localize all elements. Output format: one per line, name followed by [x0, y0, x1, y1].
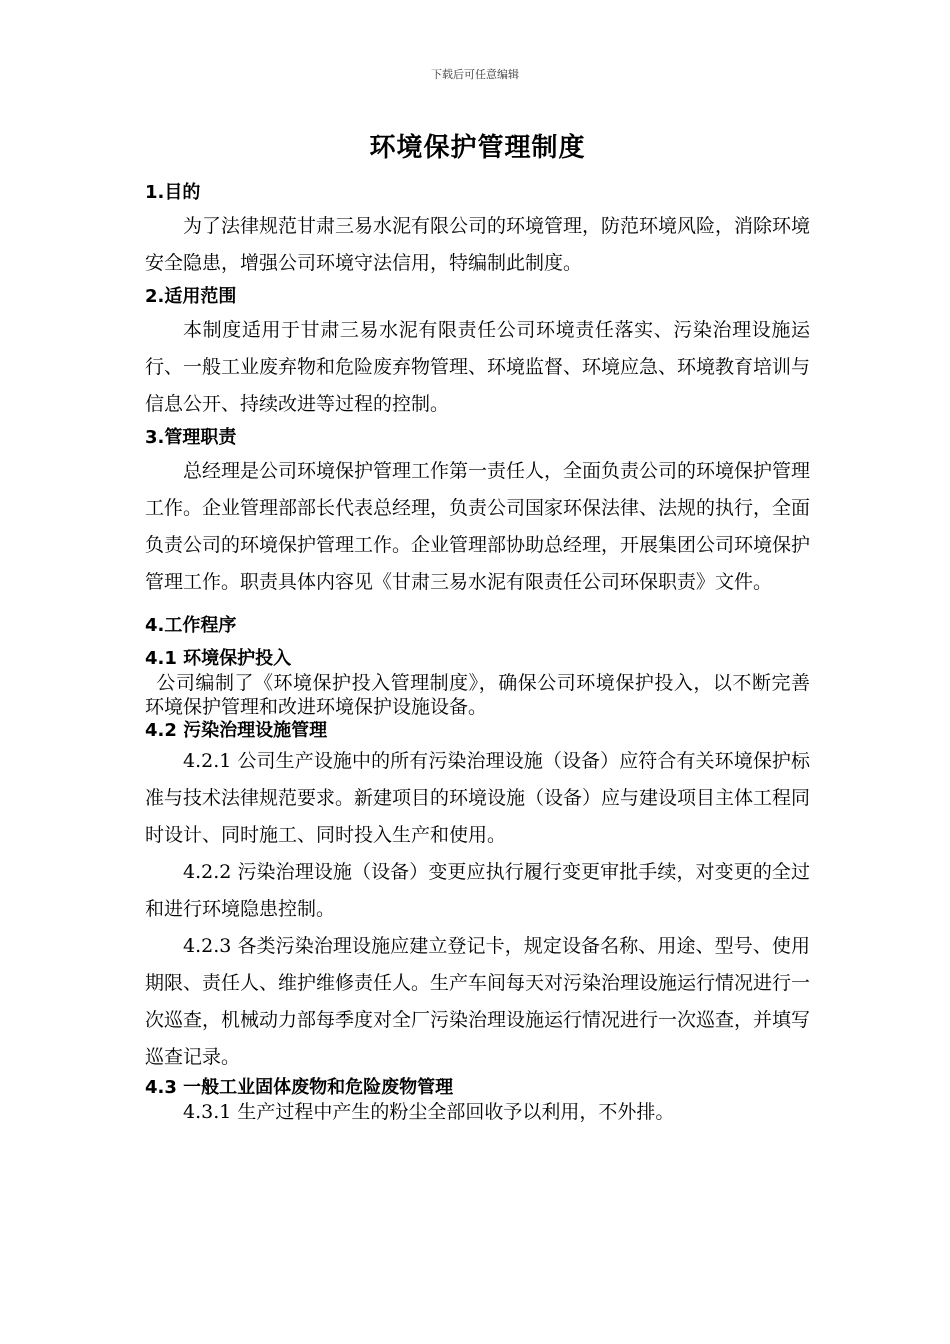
subsection-heading-4-3: 4.3 一般工业固体废物和危险废物管理: [145, 1077, 454, 1098]
clause-4-2-1: 4.2.1 公司生产设施中的所有污染治理设施（设备）应符合有关环境保护标准与技术法律规范要求。新建项目的环境设施（设备）应与建设项目主体工程同时设计、同时施工、同时投入生产和使用。: [145, 750, 811, 846]
clause-4-2-2: 4.2.2 污染治理设施（设备）变更应执行履行变更审批手续，对变更的全过和进行环境隐患控制。: [145, 861, 810, 920]
clause-4-3-1: 4.3.1 生产过程中产生的粉尘全部回收予以利用，不外排。: [183, 1101, 675, 1123]
section-heading-scope: 2.适用范围: [145, 286, 237, 307]
clause-4-2-3: 4.2.3 各类污染治理设施应建立登记卡，规定设备名称、用途、型号、使用期限、责任人、维护维修责任人。生产车间每天对污染治理设施运行情况进行一次巡查，机械动力部每季度对全厂污染治理设施运行情况进行一次巡查，并填写巡查记录。: [145, 935, 811, 1068]
section-heading-responsibilities: 3.管理职责: [145, 427, 237, 448]
section-paragraph-responsibilities: 总经理是公司环境保护管理工作第一责任人，全面负责公司的环境保护管理工作。企业管理部部长代表总经理，负责公司国家环保法律、法规的执行，全面负责公司的环境保护管理工作。企业管理部协助总经理，开展集团公司环境保护管理工作。职责具体内容见《甘肃三易水泥有限责任公司环保职责》文件。: [145, 460, 811, 593]
section-heading-purpose: 1.目的: [145, 182, 201, 203]
section-paragraph-purpose: 为了法律规范甘肃三易水泥有限公司的环境管理，防范环境风险，消除环境安全隐患，增强公司环境守法信用，特编制此制度。: [145, 215, 811, 274]
document-title: 环境保护管理制度: [369, 133, 586, 163]
subsection-heading-4-1: 4.1 环境保护投入: [145, 648, 292, 669]
section-heading-procedures: 4.工作程序: [145, 615, 237, 636]
subsection-paragraph-4-1: 公司编制了《环境保护投入管理制度》，确保公司环境保护投入，以不断完善环境保护管理和改进环境保护设施设备。: [145, 672, 810, 718]
document-body: [145, 128, 810, 1124]
subsection-heading-4-2: 4.2 污染治理设施管理: [145, 720, 328, 741]
section-paragraph-scope: 本制度适用于甘肃三易水泥有限责任公司环境责任落实、污染治理设施运行、一般工业废弃物和危险废弃物管理、环境监督、环境应急、环境教育培训与信息公开、持续改进等过程的控制。: [145, 319, 811, 415]
header-note: 下载后可任意编辑: [431, 68, 519, 81]
